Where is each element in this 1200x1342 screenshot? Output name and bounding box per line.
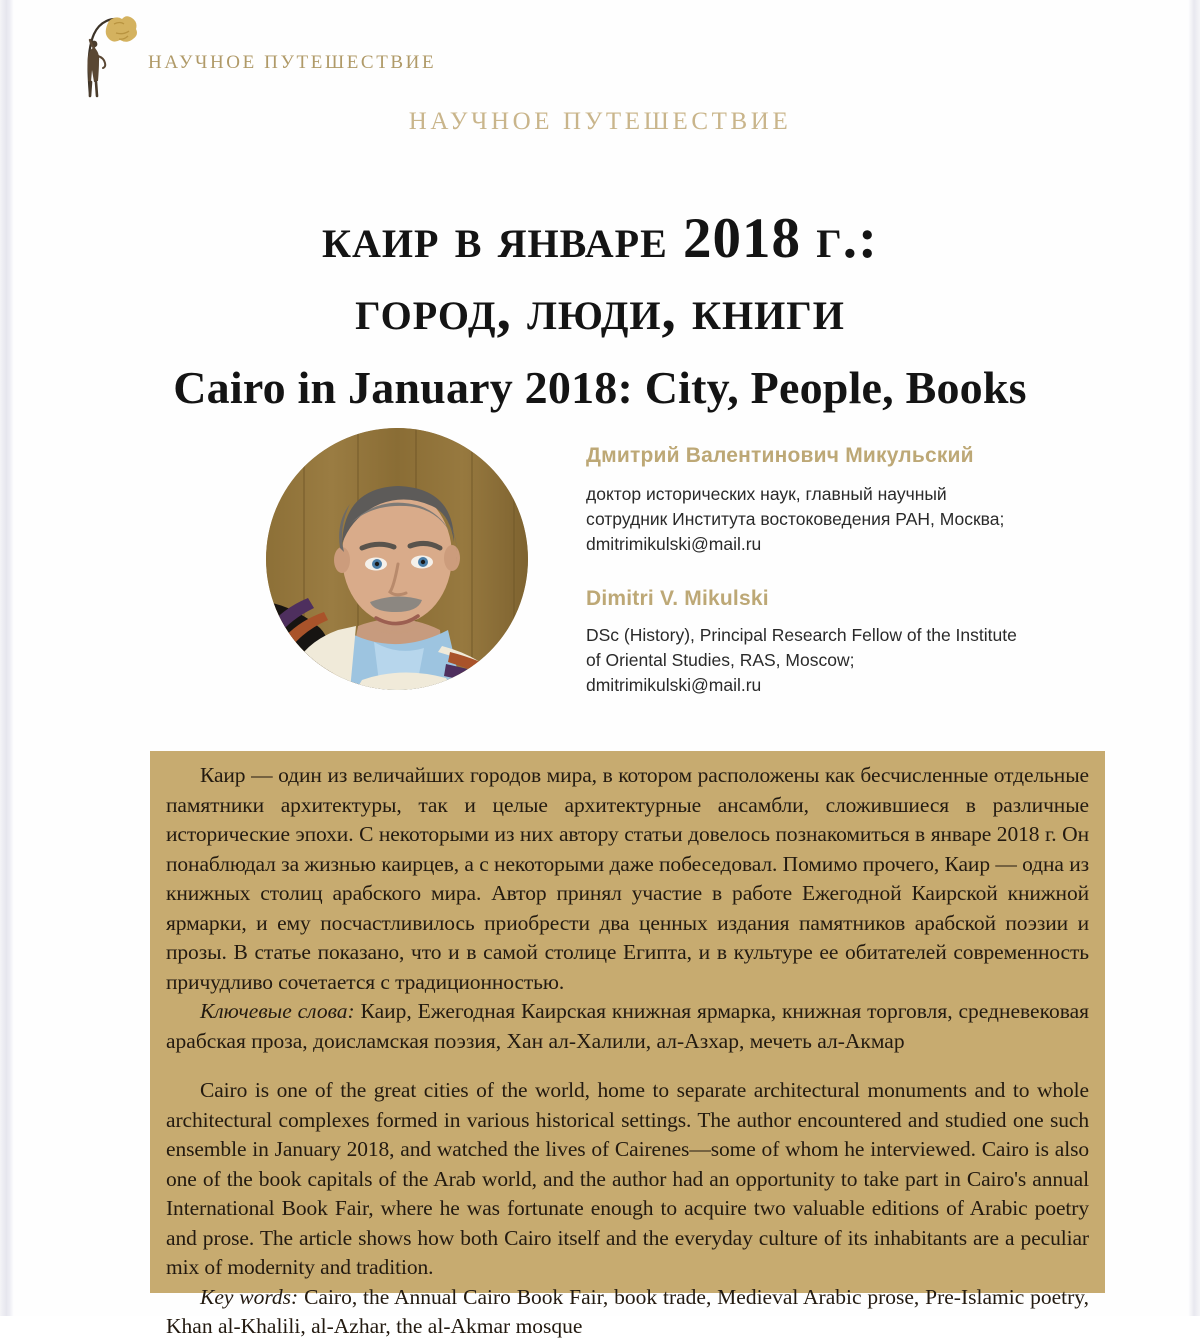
author-affiliation-ru-line2: сотрудник Института востоковедения РАН, Москва;: [586, 509, 1005, 529]
page-title-en: Cairo in January 2018: City, People, Books: [173, 362, 1027, 414]
author-affiliation-en-line1: DSc (History), Principal Research Fellow of the Institute: [586, 625, 1017, 645]
page-edge-left: [0, 0, 14, 1316]
page-title-ru-line2: город, люди, книги: [355, 279, 845, 343]
abstract-ru-text: Каир — один из величайших городов мира, в котором расположены как бесчисленные отдельные памятники архитектуры, так и целые архитектурные ансамбли, сложившиеся в различные исторические эпохи. С некоторыми из них автору статьи довелось познакомиться в январе 2018 г. Он понаблюдал за жизнью каирцев, а с некоторыми даже побеседовал. Помимо прочего, Каир — одна из книжных столиц арабского мира. Автор принял участие в работе Ежегодной Каирской книжной ярмарки, и ему посчастливилось приобрести два ценных издания памятников арабской поэзии и прозы. В статье показано, что и в самой столице Египта, и в культуре ее обитателей современность причудливо сочетается с традиционностью.: [166, 763, 1089, 994]
author-portrait-photo: [266, 428, 528, 690]
abstract-en-text: Cairo is one of the great cities of the world, home to separate architectural monuments and to whole architectural complexes formed in various historical settings. The author encountered and studied one such ensemble in January 2018, and watched the lives of Cairenes—some of whom he interviewed. Cairo is also one of the book capitals of the Arab world, and the author had an opportunity to take part in Cairo's annual International Book Fair, where he was fortunate enough to acquire two valuable editions of Arabic poetry and prose. The article shows how both Cairo itself and the everyday culture of its inhabitants are a peculiar mix of modernity and tradition.: [166, 1078, 1089, 1279]
abstract-en-keywords: [166, 1283, 1089, 1342]
author-info: [586, 444, 1086, 698]
masthead-title: НАУЧНОЕ ПУТЕШЕСТВИЕ: [148, 52, 437, 73]
masthead: [78, 14, 436, 100]
author-email-ru[interactable]: dmitrimikulski@mail.ru: [586, 534, 762, 554]
author-affiliation-ru-line1: доктор исторических наук, главный научный: [586, 484, 947, 504]
page-edge-right: [1188, 0, 1200, 1316]
author-email-en[interactable]: dmitrimikulski@mail.ru: [586, 675, 762, 695]
author-affiliation-ru: [586, 482, 1086, 557]
page-title-ru: [130, 203, 1070, 347]
abstract-ru-keywords-label: Ключевые слова:: [200, 999, 361, 1023]
page-title-ru-line1: каир в январе 2018 г.:: [322, 207, 878, 271]
author-affiliation-en: [586, 623, 1086, 698]
author-name-en: Dimitri V. Mikulski: [586, 587, 769, 610]
author-affiliation-en-line2: of Oriental Studies, RAS, Moscow;: [586, 650, 855, 670]
abstract-en-keywords-label: Key words:: [200, 1284, 305, 1309]
abstract-divider: [166, 1056, 1089, 1076]
abstract-ru-keywords-value: Каир, Ежегодная Каирская книжная ярмарка, книжная торговля, средневековая арабская проза, доисламская поэзия, Хан ал-Халили, ал-Азхар, мечеть ал-Акмар: [166, 999, 1089, 1053]
section-label: НАУЧНОЕ ПУТЕШЕСТВИЕ: [408, 108, 792, 135]
author-name-ru: Дмитрий Валентинович Микульский: [586, 444, 974, 467]
scientist-with-net-logo-icon: [78, 14, 140, 100]
abstract-panel: [150, 751, 1105, 1338]
abstract-en-keywords-value: Cairo, the Annual Cairo Book Fair, book trade, Medieval Arabic prose, Pre-Islamic poetry, Khan al-Khalili, al-Azhar, the al-Akmar mosque: [166, 1284, 1089, 1338]
abstract-ru-keywords: [166, 997, 1089, 1056]
